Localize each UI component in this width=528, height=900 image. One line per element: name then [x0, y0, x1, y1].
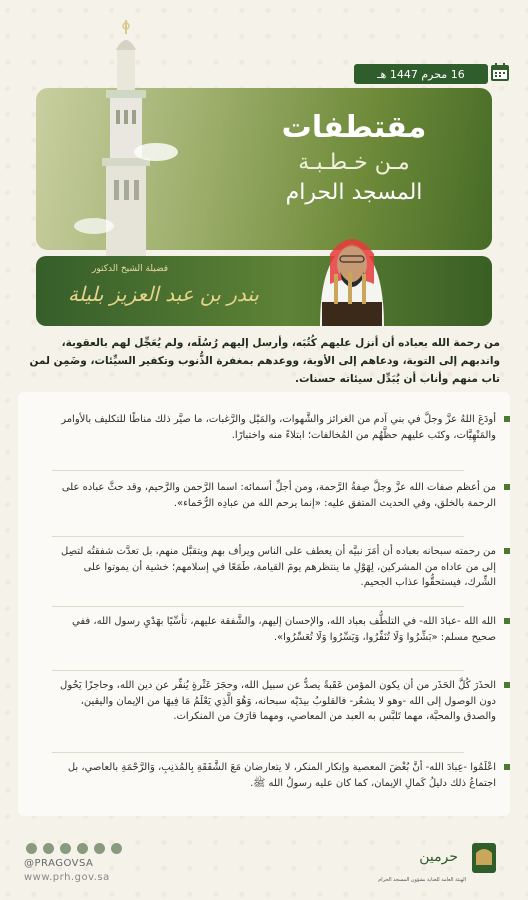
speaker-banner: [36, 256, 492, 326]
speaker-title: فضيلة الشيخ الدكتور: [92, 264, 169, 274]
item-text: أودَعَ اللهُ عزَّ وجلَّ في بني آدم من الغرائز والشَّهوات، والمَيْل والرَّغبات، ما صيَّر ذلك مناطًا للتكليف بالأوامر والمَنْهِيَّات، وكتَب عليهم حظَّهُم من المُخالفات؛ ابتلاءً منه واختبارًا.: [61, 414, 496, 441]
snapchat-icon[interactable]: [26, 843, 37, 854]
speaker-portrait: [300, 214, 404, 326]
youtube-icon[interactable]: [94, 843, 105, 854]
hijri-date: 16 محرم 1447 هـ: [354, 64, 488, 84]
list-item: [50, 678, 496, 725]
item-text: الله الله -عبادَ الله- في التلطُّف بعباد الله، والإحسان إليهم، والشَّفقة عليهم، تأسِّيًا بهَدْيِ رسول الله، ففي صحيح مسلم: «بَشِّرُوا وَلَا تُنَفِّرُوا، وَيَسِّرُوا وَلَا تُعَسِّرُوا».: [72, 616, 496, 643]
divider: [52, 536, 464, 537]
divider: [52, 470, 464, 471]
item-text: الحذَرَ كُلَّ الحَذَر من أن يكون المؤمن عَقَبةً يصدُّ عن سبيل الله، وحجَرَ عَثْرةٍ يُنفِّر عن دين الله، وحاجزًا يَحُول دون الوصول إلى الله -وهو لا يشعُر- فالقلوبُ بيدَيْه سبحانه، وَهُوَ الَّذِي يَعْلَمُ مَا فِيهَا من الإيمان واليقين، والصدق والمحبَّة، مهما تَلبَّس به العبد من المعاصي، ومهما قارَفَ من المنكرات.: [60, 680, 496, 722]
divider: [52, 752, 464, 753]
list-item: [50, 614, 496, 645]
list-item: [50, 760, 496, 791]
whatsapp-icon[interactable]: [111, 843, 122, 854]
bullet-icon: [504, 484, 510, 490]
bullet-icon: [504, 548, 510, 554]
divider: [52, 670, 464, 671]
calendar-icon: [490, 62, 510, 82]
bullet-icon: [504, 618, 510, 624]
intro-paragraph: من رحمة الله بعباده أن أنزل عليهم كُتُبَه، وأرسل إليهم رُسُلَه، ولم يُعَجِّل لهم بالعقوبة، واندبهم إلى التوبة، ودعاهم إلى الأوبة، ووعدهم بمغفرة الذُّنوب وتكفير السيِّئات، وضَمِن لمن تاب منهم وأناب أن يُبَدِّل سيئاته حسنات.: [29, 337, 500, 385]
website-link[interactable]: www.prh.gov.sa: [24, 872, 110, 883]
item-text: من رحمته سبحانه بعباده أن أمَرَ نبيَّه أن يعطف على الناس ويرأف بهم ويتقبَّل منهم، بل تعدَّت شفقتُه لتصِل إلى من عاداه من المشركين، لِهَوْلِ ما ينتظرهم يومَ القيامة، طَمَعًا في إسلامهم؛ خشية أن يموتوا على الشِّرك، فيستحقُّوا عذاب الجحيم.: [61, 546, 496, 588]
bullet-icon: [504, 764, 510, 770]
x-icon[interactable]: [60, 843, 71, 854]
speaker-name: بندر بن عبد العزيز بليلة: [68, 282, 259, 306]
item-text: من أعظم صفات الله عزَّ وجلَّ صِفةُ الرَّحمة، ومن أجلِّ أسمائه: اسما الرَّحمن والرَّحيم، وقد حثَّ عباده على الرحمة بالخلق، وفي الحديث المتفق عليه: «إنما يرحم الله من عبادِه الرُّحَماء».: [61, 482, 496, 509]
svg-text:الهيئة العامة للعناية بشؤون ال: الهيئة العامة للعناية بشؤون المسجد الحرام: [378, 877, 466, 883]
instagram-icon[interactable]: [77, 843, 88, 854]
hero-title-block: [244, 108, 464, 208]
hero-title: مقتطفات: [281, 110, 427, 145]
item-text: اعْلَمُوا -عِبادَ الله- أنَّ بُغْضَ المعصية وإنكار المنكر، لا يتعارضان مَعَ الشَّفَقَةِ بِالمُذنِبِ، وَالرَّحْمَةِ بالعاصي، بل اجتماعُ ذلك دليلُ كَمالِ الإيمان، كما كان عليه رسولُ الله ﷺ.: [67, 762, 496, 789]
social-icons: [26, 843, 122, 854]
list-item: [50, 412, 496, 443]
list-item: [50, 544, 496, 591]
divider: [52, 606, 464, 607]
authority-logo: [378, 835, 502, 887]
hero-place: المسجد الحرام: [285, 180, 423, 205]
svg-text:حرمين: حرمين: [419, 849, 458, 865]
bullet-icon: [504, 682, 510, 688]
minaret-illustration: [86, 20, 166, 256]
excerpts-list: [18, 392, 510, 816]
hero-subtitle: مـن خـطـبـة: [298, 150, 410, 175]
list-item: [50, 480, 496, 511]
bullet-icon: [504, 416, 510, 422]
tiktok-icon[interactable]: [43, 843, 54, 854]
social-handle[interactable]: @PRAGOVSA: [24, 858, 94, 869]
